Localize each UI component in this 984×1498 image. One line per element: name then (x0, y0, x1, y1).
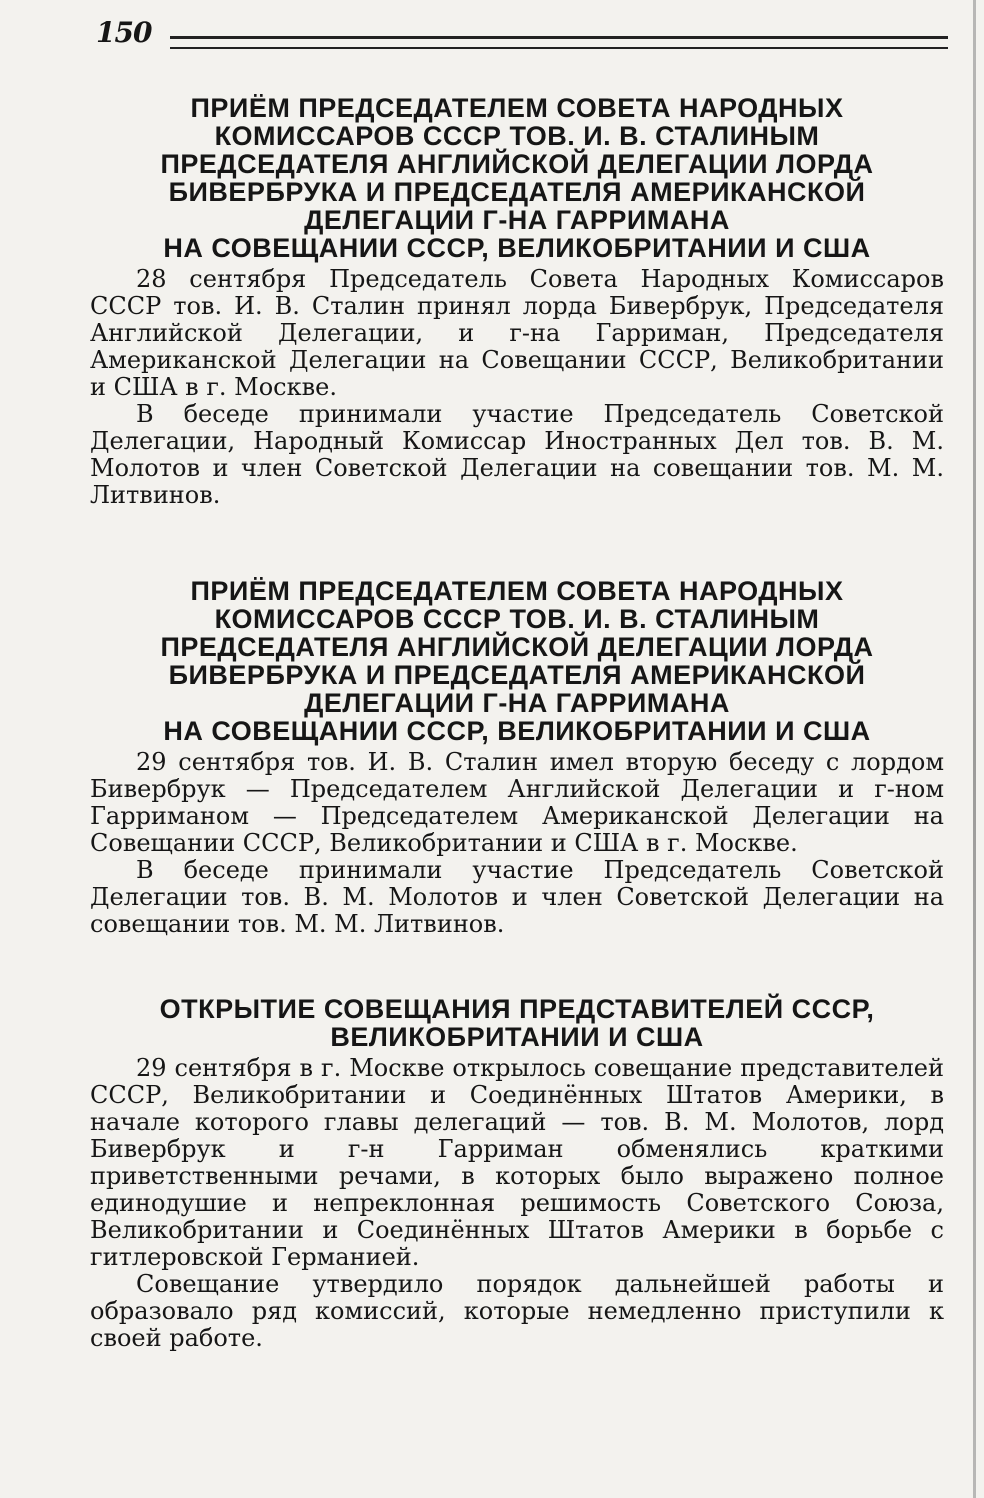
heading-line: ДЕЛЕГАЦИИ Г-НА ГАРРИМАНА (304, 688, 730, 718)
heading-line: ДЕЛЕГАЦИИ Г-НА ГАРРИМАНА (304, 205, 730, 235)
heading-line: КОМИССАРОВ СССР ТОВ. И. В. СТАЛИНЫМ (214, 604, 820, 634)
heading-line: НА СОВЕЩАНИИ СССР, ВЕЛИКОБРИТАНИИ И США (163, 233, 871, 263)
heading-line: ОТКРЫТИЕ СОВЕЩАНИЯ ПРЕДСТАВИТЕЛЕЙ СССР, (159, 994, 875, 1024)
section-heading (90, 995, 944, 1051)
heading-line: ПРЕДСЕДАТЕЛЯ АНГЛИЙСКОЙ ДЕЛЕГАЦИИ ЛОРДА (160, 149, 874, 179)
heading-line: ПРИЁМ ПРЕДСЕДАТЕЛЕМ СОВЕТА НАРОДНЫХ (190, 576, 844, 606)
heading-line: НА СОВЕЩАНИИ СССР, ВЕЛИКОБРИТАНИИ И США (163, 716, 871, 746)
page-number: 150 (96, 16, 152, 49)
header-rule (170, 36, 948, 49)
paragraph: В беседе принимали участие Председатель Советской Делегации, Народный Комиссар Иностранных Дел тов. В. М. Молотов и член Советской Делегации на совещании тов. М. М. Литвинов. (90, 400, 944, 509)
heading-line: БИВЕРБРУКА И ПРЕДСЕДАТЕЛЯ АМЕРИКАНСКОЙ (168, 177, 866, 207)
section-reception-sept-28 (90, 94, 944, 509)
paragraph: В беседе принимали участие Председатель Советской Делегации тов. В. М. Молотов и член Советской Делегации на совещании тов. М. М. Литвинов. (90, 856, 944, 938)
heading-line: ПРЕДСЕДАТЕЛЯ АНГЛИЙСКОЙ ДЕЛЕГАЦИИ ЛОРДА (160, 632, 874, 662)
paragraph: 28 сентября Председатель Совета Народных Комиссаров СССР тов. И. В. Сталин принял лорда Бивербрук, Председателя Английской Делегации, и г-на Гарриман, Председателя Американской Делегации на Совещании СССР, Великобритании и США в г. Москве. (90, 265, 944, 401)
heading-line: БИВЕРБРУКА И ПРЕДСЕДАТЕЛЯ АМЕРИКАНСКОЙ (168, 660, 866, 690)
paragraph: 29 сентября тов. И. В. Сталин имел вторую беседу с лордом Бивербрук — Председателем Английской Делегации и г-ном Гарриманом — Председателем Американской Делегации на Совещании СССР, Великобритании и США в г. Москве. (90, 748, 944, 857)
page-header (96, 16, 948, 56)
page-edge-shadow (973, 0, 976, 1498)
paragraph: Совещание утвердило порядок дальнейшей работы и образовало ряд комиссий, которые немедленно приступили к своей работе. (90, 1270, 944, 1352)
section-reception-sept-29 (90, 577, 944, 938)
heading-line: ПРИЁМ ПРЕДСЕДАТЕЛЕМ СОВЕТА НАРОДНЫХ (190, 93, 844, 123)
section-conference-opening (90, 995, 944, 1352)
heading-line: ВЕЛИКОБРИТАНИИ И США (330, 1022, 704, 1052)
section-body (90, 749, 944, 938)
heading-line: КОМИССАРОВ СССР ТОВ. И. В. СТАЛИНЫМ (214, 121, 820, 151)
section-body (90, 266, 944, 509)
section-heading (90, 94, 944, 262)
paragraph: 29 сентября в г. Москве открылось совещание представителей СССР, Великобритании и Соединённых Штатов Америки, в начале которого главы делегаций — тов. В. М. Молотов, лорд Бивербрук и г-н Гарриман обменялись краткими приветственными речами, в которых было выражено полное единодушие и непреклонная решимость Советского Союза, Великобритании и Соединённых Штатов Америки в борьбе с гитлеровской Германией. (90, 1054, 944, 1271)
section-heading (90, 577, 944, 745)
section-body (90, 1055, 944, 1352)
